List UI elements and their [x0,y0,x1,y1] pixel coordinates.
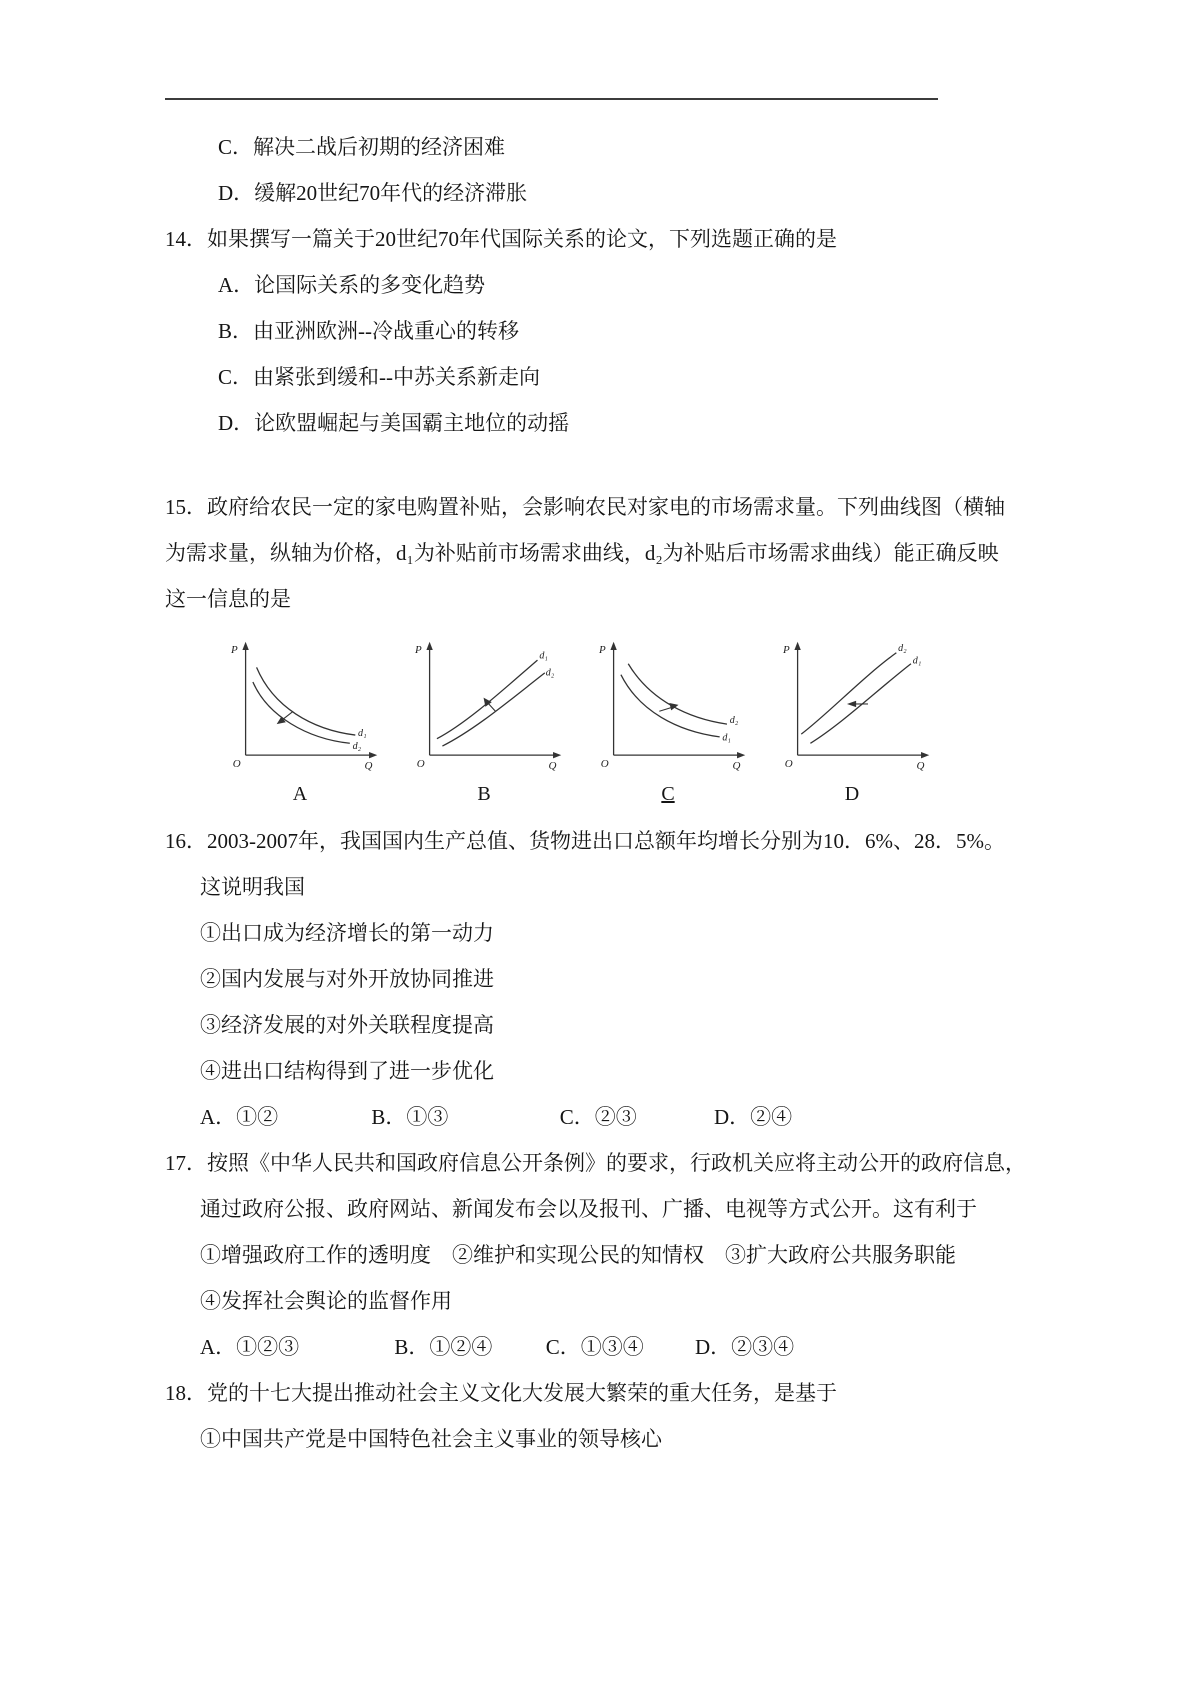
axis-label-o: O [416,758,425,771]
q16-option-b: B．①③ [371,1105,449,1129]
graph-letter-b: B [477,783,491,805]
axis-label-p: P [782,643,790,656]
q17-stem-line2: 通过政府公报、政府网站、新闻发布会以及报刊、广播、电视等方式公开。这有利于 [200,1197,977,1221]
demand-curve-chart-b [404,638,564,780]
axis-label-p: P [230,643,238,656]
axis-label-q: Q [732,759,741,772]
q14-option-b: B．由亚洲欧洲--冷战重心的转移 [218,319,519,343]
q16-stem-line2: 这说明我国 [200,875,305,899]
graph-option-c [588,638,748,806]
q16-option-d: D．②④ [713,1105,793,1129]
demand-curve-chart-d [772,638,932,780]
graph-letter-a: A [292,783,308,805]
q16-item-1: ①出口成为经济增长的第一动力 [200,921,494,945]
curve-label-upper: d₂ [898,642,907,654]
demand-curve-chart-a [220,638,380,780]
exam-content [0,124,1200,1462]
axis-label-q: Q [364,759,373,772]
axis-label-q: Q [548,759,557,772]
q14-stem: 14．如果撰写一篇关于20世纪70年代国际关系的论文，下列选题正确的是 [165,227,837,251]
axis-label-o: O [784,758,793,771]
q17-option-b: B．①②④ [394,1335,493,1359]
curve-label-upper: d₂ [729,715,739,727]
q14-option-a: A．论国际关系的多变化趋势 [218,273,486,297]
axis-label-p: P [414,643,422,656]
q16-item-3: ③经济发展的对外关联程度提高 [200,1013,494,1037]
q13-option-d: D．缓解20世纪70年代的经济滞胀 [218,181,528,205]
curve-label-lower: d₁ [722,732,731,744]
q17-items-line2: ④发挥社会舆论的监督作用 [200,1289,452,1313]
demand-curve-chart-c [588,638,748,780]
q15-stem-line2: 为需求量，纵轴为价格，d₁为补贴前市场需求曲线，d₂为补贴后市场需求曲线）能正确反映 [165,541,999,565]
q17-stem-line1: 17．按照《中华人民共和国政府信息公开条例》的要求，行政机关应将主动公开的政府信息， [165,1151,1026,1175]
q17-options-row [165,1324,1140,1370]
curve-label-lower: d₂ [545,667,555,679]
curve-label-upper: d₁ [358,727,367,739]
q16-option-a: A．①② [200,1105,279,1129]
graph-option-d [772,638,932,806]
q16-item-2: ②国内发展与对外开放协同推进 [200,967,494,991]
q15-stem-line1: 15．政府给农民一定的家电购置补贴，会影响农民对家电的市场需求量。下列曲线图（横轴 [165,495,1005,519]
curve-label-lower: d₁ [912,655,922,667]
axis-label-o: O [600,758,609,771]
header-rule [165,98,938,100]
graph-option-a [220,638,380,806]
q16-option-c: C．②③ [559,1105,637,1129]
q17-items-line1: ①增强政府工作的透明度 ②维护和实现公民的知情权 ③扩大政府公共服务职能 [200,1243,956,1267]
curve-d1 [437,660,538,739]
curve-d2 [253,682,350,743]
q14-option-c: C．由紧张到缓和--中苏关系新走向 [218,365,540,389]
q18-stem: 18．党的十七大提出推动社会主义文化大发展大繁荣的重大任务，是基于 [165,1381,837,1405]
q16-options-row [165,1094,1140,1140]
graph-letter-c: C [661,783,675,805]
q16-item-4: ④进出口结构得到了进一步优化 [200,1059,494,1083]
q17-option-c: C．①③④ [545,1335,644,1359]
curve-label-upper: d₁ [539,650,548,662]
axis-label-p: P [598,643,606,656]
curve-d2 [801,653,896,734]
q13-option-c: C．解决二战后初期的经济困难 [218,135,506,159]
curve-label-lower: d₂ [352,740,362,752]
graph-option-b [404,638,564,806]
q16-stem-line1: 16．2003-2007年，我国国内生产总值、货物进出口总额年均增长分别为10．6%、28．5%。 [165,829,1005,853]
curve-d1 [257,667,356,735]
curve-d2 [628,664,727,724]
q15-stem-line3: 这一信息的是 [165,587,291,611]
q17-option-a: A．①②③ [200,1335,300,1359]
shift-arrow-left [847,701,856,707]
q14-option-d: D．论欧盟崛起与美国霸主地位的动摇 [218,411,570,435]
q18-item-1: ①中国共产党是中国特色社会主义事业的领导核心 [200,1427,662,1451]
q17-option-d: D．②③④ [694,1335,795,1359]
axis-label-q: Q [916,759,925,772]
q15-demand-curve-graphs [220,638,1140,806]
axis-label-o: O [232,758,241,771]
graph-letter-d: D [844,783,860,805]
